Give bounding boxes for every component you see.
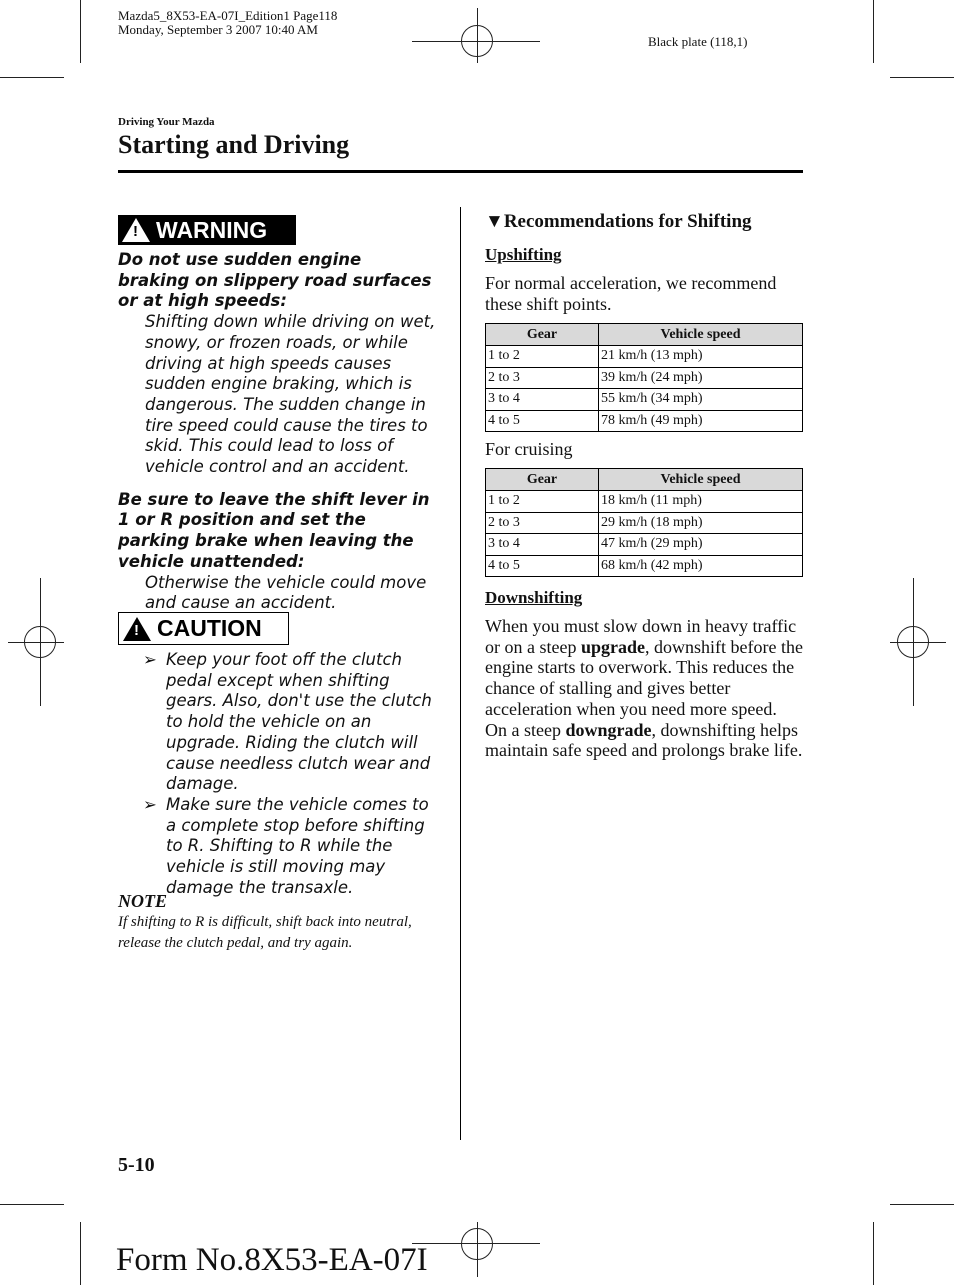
- downshifting-paragraph-2: On a steep downgrade, downshifting helps maintain safe speed and prolongs brake life.: [485, 719, 803, 761]
- acceleration-shift-table: [485, 323, 803, 432]
- column-header-gear: Gear: [486, 469, 599, 491]
- warning-triangle-icon: !: [123, 617, 151, 641]
- cruising-shift-table: [485, 468, 803, 577]
- warning-triangle-icon: !: [122, 218, 150, 242]
- warning-content: [118, 250, 436, 614]
- table-row: [486, 410, 803, 432]
- gear-cell: 2 to 3: [486, 512, 599, 534]
- table-row: [486, 346, 803, 368]
- speed-cell: 68 km/h (42 mph): [599, 555, 803, 577]
- table-row: [486, 491, 803, 513]
- section-kicker: Driving Your Mazda: [118, 116, 215, 128]
- shifting-title: Recommendations for Shifting: [503, 211, 752, 232]
- warning-item-2-head: Be sure to leave the shift lever in 1 or R position and set the parking brake when leaving the vehicle unattended:: [118, 489, 430, 571]
- print-job-info: [118, 9, 337, 37]
- table-header-row: [486, 469, 803, 491]
- gear-cell: 4 to 5: [486, 410, 599, 432]
- upshifting-intro: For normal acceleration, we recommend these shift points.: [485, 273, 777, 314]
- cruising-intro: For cruising: [485, 439, 573, 459]
- page-number: 5-10: [118, 1154, 155, 1176]
- caution-badge: [118, 612, 289, 645]
- caution-item: ➢ Make sure the vehicle comes to a complete stop before shifting to R. Shifting to R while the vehicle is still moving may damage the transaxle.: [143, 794, 429, 897]
- page-title: Starting and Driving: [118, 130, 350, 159]
- gear-cell: 4 to 5: [486, 555, 599, 577]
- table-header-row: [486, 324, 803, 346]
- table-row: [486, 512, 803, 534]
- caution-label: CAUTION: [157, 615, 262, 641]
- column-divider: [460, 207, 461, 1140]
- table-row: [486, 534, 803, 556]
- speed-cell: 29 km/h (18 mph): [599, 512, 803, 534]
- upshifting-heading: Upshifting: [485, 245, 562, 264]
- triangle-down-icon: ▼: [485, 211, 504, 232]
- title-rule: [118, 170, 803, 173]
- caution-list: [118, 650, 436, 898]
- gear-cell: 2 to 3: [486, 367, 599, 389]
- warning-label: WARNING: [156, 216, 268, 243]
- speed-cell: 78 km/h (49 mph): [599, 410, 803, 432]
- downshifting-paragraph-1: When you must slow down in heavy traffic or on a steep upgrade, downshift before the engine starts to overwork. This reduces the chance of stalling and gives better acceleration when you need more speed.: [485, 616, 803, 719]
- column-header-speed: Vehicle speed: [599, 469, 803, 491]
- file-line: Mazda5_8X53-EA-07I_Edition1 Page118: [118, 8, 338, 23]
- speed-cell: 21 km/h (13 mph): [599, 346, 803, 368]
- downshifting-text: [485, 616, 803, 761]
- gear-cell: 1 to 2: [486, 346, 599, 368]
- date-line: Monday, September 3 2007 10:40 AM: [118, 22, 318, 37]
- speed-cell: 47 km/h (29 mph): [599, 534, 803, 556]
- plate-info: Black plate (118,1): [648, 34, 748, 49]
- downshifting-heading: Downshifting: [485, 588, 583, 607]
- gear-cell: 3 to 4: [486, 534, 599, 556]
- shifting-heading: [485, 211, 752, 233]
- caution-item: ➢ Keep your foot off the clutch pedal except when shifting gears. Also, don't use the clutch to hold the vehicle on an upgrade. Riding the clutch will cause needless clutch wear and damage.: [143, 650, 432, 794]
- warning-item-1-head: Do not use sudden engine braking on slippery road surfaces or at high speeds:: [118, 250, 432, 311]
- speed-cell: 18 km/h (11 mph): [599, 491, 803, 513]
- table-row: [486, 389, 803, 411]
- warning-item-1-body: Shifting down while driving on wet, snowy, or frozen roads, or while driving at high speeds causes sudden engine braking, which is dangerous. The sudden change in tire speed could cause the tires to skid. This could lead to loss of vehicle control and an accident.: [145, 312, 436, 477]
- speed-cell: 39 km/h (24 mph): [599, 367, 803, 389]
- bullet-arrow-icon: ➢: [143, 650, 157, 669]
- note-heading: NOTE: [118, 891, 167, 911]
- warning-badge: [118, 215, 296, 245]
- note-body: If shifting to R is difficult, shift back into neutral, release the clutch pedal, and try again.: [118, 914, 412, 951]
- gear-cell: 1 to 2: [486, 491, 599, 513]
- table-row: [486, 367, 803, 389]
- gear-cell: 3 to 4: [486, 389, 599, 411]
- column-header-speed: Vehicle speed: [599, 324, 803, 346]
- warning-item-2-body: Otherwise the vehicle could move and cause an accident.: [145, 572, 427, 613]
- form-number: Form No.8X53-EA-07I: [116, 1242, 428, 1278]
- column-header-gear: Gear: [486, 324, 599, 346]
- note-box: [118, 891, 418, 954]
- bullet-arrow-icon: ➢: [143, 794, 157, 814]
- table-row: [486, 555, 803, 577]
- speed-cell: 55 km/h (34 mph): [599, 389, 803, 411]
